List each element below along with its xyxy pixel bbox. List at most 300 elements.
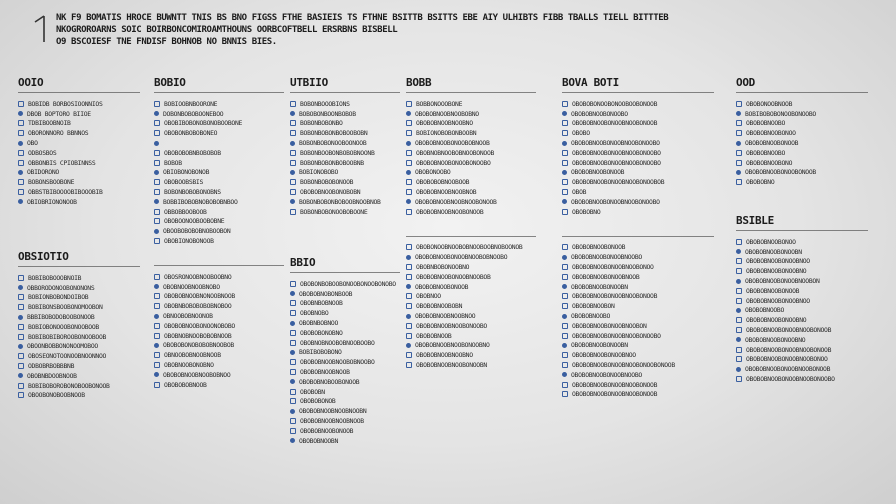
list-item[interactable]: [18, 342, 140, 352]
list-item[interactable]: [290, 187, 400, 197]
list-item-label: BOBIBOBOOOBNOIB: [28, 273, 82, 282]
column-6-section-1: [736, 76, 868, 187]
list-item[interactable]: [562, 119, 714, 129]
list-item[interactable]: [154, 187, 284, 197]
list-item[interactable]: [154, 119, 284, 129]
list-item[interactable]: [736, 335, 868, 345]
list-item[interactable]: [562, 292, 714, 302]
bullet-icon: [562, 303, 568, 309]
list-item-label: OBOBOBNOOBONOOBN: [745, 247, 802, 256]
bullet-icon: [562, 130, 568, 136]
bullet-icon: [406, 130, 412, 136]
bullet-icon: [406, 323, 412, 329]
list-item[interactable]: [406, 197, 536, 207]
list-item[interactable]: [18, 351, 140, 361]
list-item-label: OBOBOBNOOBONOOBNOOBONOOBO: [746, 375, 835, 384]
column-4-section-1: [406, 76, 536, 217]
section-title: [562, 220, 714, 234]
bullet-icon: [290, 300, 296, 306]
list-item[interactable]: [18, 99, 140, 109]
bullet-icon: [290, 111, 295, 116]
bullet-icon: [406, 343, 411, 348]
list-item[interactable]: [736, 374, 868, 384]
bullet-icon: [406, 160, 412, 166]
bullet-icon: [406, 141, 411, 146]
bullet-icon: [406, 189, 412, 195]
list-item[interactable]: [562, 168, 714, 178]
list-item-label: OBNOOBOBNOONOB: [163, 312, 213, 321]
list-item[interactable]: [736, 119, 868, 129]
list-item[interactable]: [290, 357, 400, 367]
list-item[interactable]: [562, 331, 714, 341]
list-item-label: OBOBOBNOOBONOOBNOOBONOOBOB: [572, 178, 665, 187]
list-item[interactable]: [290, 338, 400, 348]
list-item[interactable]: [736, 247, 868, 257]
list-item[interactable]: [290, 128, 400, 138]
bullet-icon: [562, 391, 568, 397]
list-item[interactable]: [406, 99, 536, 109]
list-item[interactable]: [154, 292, 284, 302]
list-item-label: OBOBOBNOOBONOOBNOOBONOOBO: [571, 139, 660, 148]
list-item[interactable]: [18, 177, 140, 187]
list-item[interactable]: [406, 341, 536, 351]
list-item[interactable]: [562, 252, 714, 262]
list-item[interactable]: [406, 350, 536, 360]
list-item[interactable]: [18, 371, 140, 381]
section-title: OBSIOTIO: [18, 250, 69, 263]
list-item-label: OBOBOBNOOB: [416, 331, 452, 340]
list-item[interactable]: [562, 380, 714, 390]
bullet-icon: [736, 367, 741, 372]
list-item[interactable]: [18, 119, 140, 129]
bullet-icon: [562, 352, 568, 358]
list-item[interactable]: [736, 158, 868, 168]
list-item[interactable]: [18, 158, 140, 168]
list-item[interactable]: [562, 301, 714, 311]
bullet-icon: [736, 258, 742, 264]
section-divider: [562, 236, 714, 237]
bullet-icon: [290, 398, 296, 404]
list-item-label: OBOBOBNOOBONOOB: [572, 243, 626, 252]
list-item[interactable]: [18, 381, 140, 391]
bullet-icon: [18, 189, 24, 195]
bullet-icon: [18, 285, 23, 290]
list-item-label: OBOBNOBNOOBOBOBNOOB: [164, 331, 232, 340]
list-item[interactable]: [562, 187, 714, 197]
list-item[interactable]: [736, 306, 868, 316]
list-item-label: OBOBOBNOOBONOOBNOOB: [572, 272, 640, 281]
list-item[interactable]: [290, 119, 400, 129]
column-3-section-2: [290, 256, 400, 446]
list-item[interactable]: [290, 377, 400, 387]
bullet-icon: [154, 189, 160, 195]
list-item[interactable]: [406, 119, 536, 129]
list-item[interactable]: [290, 148, 400, 158]
list-item[interactable]: [562, 341, 714, 351]
bullet-icon: [18, 383, 24, 389]
list-item-label: BOBONSBOOBONE: [28, 178, 75, 187]
bullet-icon: [18, 315, 23, 320]
list-item[interactable]: [290, 158, 400, 168]
bullet-icon: [154, 382, 160, 388]
list-item[interactable]: [18, 302, 140, 312]
list-item-label: OBOOBONOBOOBNOOB: [28, 391, 85, 400]
bullet-icon: [406, 101, 412, 107]
list-item[interactable]: [290, 308, 400, 318]
list-item-label: OBOBOBNOOBONOOBNOOBON: [572, 321, 647, 330]
list-item[interactable]: [406, 187, 536, 197]
list-item-label: OBOBONBOBOBONEO: [164, 129, 218, 138]
list-item-label: BOBONBOBONOOBOBOONE: [300, 207, 368, 216]
list-item-label: OBOBOBNOOBONOOBNOOBONOOBONOOB: [572, 361, 675, 370]
list-item-label: BOBIBOBIBOROOBONOOBOOB: [28, 332, 107, 341]
list-item[interactable]: [736, 99, 868, 109]
list-item[interactable]: [290, 138, 400, 148]
list-item[interactable]: [290, 99, 400, 109]
section-title: OOIO: [18, 76, 44, 89]
list-item[interactable]: [736, 276, 868, 286]
list-item-label: OBOBOBNOOBONOOB: [746, 286, 800, 295]
bullet-icon: [290, 209, 296, 215]
list-item[interactable]: [562, 207, 714, 217]
list-item[interactable]: [562, 321, 714, 331]
bullet-icon: [406, 362, 412, 368]
list-item-label: OBOBNBDOOBNOOB: [27, 371, 77, 380]
list-item[interactable]: [736, 286, 868, 296]
list-item[interactable]: [154, 207, 284, 217]
list-item[interactable]: [562, 370, 714, 380]
bullet-icon: [290, 101, 296, 107]
list-item-label: OBOBOBNOOBONOONOBOBO: [164, 321, 235, 330]
list-item[interactable]: [406, 311, 536, 321]
list-item-label: OBOBOBNOOBONOOBNOOBONOOB: [745, 365, 831, 374]
list-item[interactable]: [736, 364, 868, 374]
list-item[interactable]: [290, 416, 400, 426]
list-item-label: OBOBOBNOOBONO: [746, 158, 793, 167]
bullet-icon: [154, 101, 160, 107]
list-item[interactable]: [406, 109, 536, 119]
list-item-label: BOBOB: [164, 158, 182, 167]
list-item[interactable]: [406, 128, 536, 138]
list-item[interactable]: [18, 187, 140, 197]
list-item[interactable]: [290, 426, 400, 436]
list-item[interactable]: [736, 109, 868, 119]
bullet-icon: [290, 150, 296, 156]
bullet-icon: [736, 101, 742, 107]
list-item[interactable]: [18, 138, 140, 148]
list-item[interactable]: [736, 266, 868, 276]
list-item[interactable]: [406, 301, 536, 311]
list-item[interactable]: [290, 299, 400, 309]
list-item[interactable]: [406, 331, 536, 341]
bullet-icon: [562, 160, 568, 166]
back-arrow-icon[interactable]: [32, 14, 46, 44]
bullet-icon: [154, 352, 160, 358]
section-divider: [154, 265, 284, 266]
list-item-label: OBOBNOOBONOBNO: [164, 361, 214, 370]
list-item[interactable]: [406, 138, 536, 148]
list-item[interactable]: [154, 341, 284, 351]
list-item[interactable]: [736, 315, 868, 325]
list-item[interactable]: [154, 217, 284, 227]
list-item[interactable]: [18, 322, 140, 332]
list-item-label: OBOBOBNOOBN: [299, 436, 339, 445]
list-item[interactable]: [290, 397, 400, 407]
list-item[interactable]: [562, 311, 714, 321]
list-item[interactable]: [562, 350, 714, 360]
bullet-icon: [290, 369, 296, 375]
list-item[interactable]: [736, 177, 868, 187]
list-item[interactable]: [290, 436, 400, 446]
list-item-label: OBOBOBONOB: [300, 397, 336, 406]
bullet-icon: [736, 327, 742, 333]
bullet-icon: [154, 150, 160, 156]
list-item[interactable]: [18, 128, 140, 138]
bullet-icon: [154, 130, 160, 136]
list-item[interactable]: [562, 158, 714, 168]
list-item-label: OBOBOBNOOBONOOBNOOBONOOB: [746, 326, 832, 335]
bullet-icon: [154, 362, 160, 368]
bullet-icon: [562, 274, 568, 280]
list-item[interactable]: [18, 197, 140, 207]
list-item[interactable]: [154, 168, 284, 178]
list-item-label: OBOSRONOOBNOOBOOBNO: [164, 272, 232, 281]
bullet-icon: [290, 189, 296, 195]
list-item[interactable]: [736, 296, 868, 306]
list-item-label: OBOBOBNOOBNOOBONOOB: [416, 207, 484, 216]
list-item[interactable]: [562, 177, 714, 187]
list-item[interactable]: [154, 99, 284, 109]
list-item-label: BOBBONOOOBONE: [416, 99, 463, 108]
list-item[interactable]: [154, 282, 284, 292]
header-line-3: O9 BSCOIESF TNE FNDISF BOHNOB NO BNNIS BIES.: [56, 37, 277, 47]
bullet-icon: [18, 334, 24, 340]
list-item[interactable]: [736, 148, 868, 158]
list-item[interactable]: [154, 301, 284, 311]
list-item-label: OBOBOBNOOBONOOBN: [571, 282, 628, 291]
list-item-label: OBBONBIS CPIOBINNSS: [28, 158, 96, 167]
list-item-label: BOBONBOBONBOBOOBNB: [300, 158, 364, 167]
list-item-label: OBOBNOBO: [300, 309, 329, 318]
list-item[interactable]: [562, 148, 714, 158]
list-item-label: BOBIBONSBOOBONOMOOBON: [28, 303, 103, 312]
section-title: BOBB: [406, 76, 432, 89]
list-item[interactable]: [154, 380, 284, 390]
list-item[interactable]: [406, 252, 536, 262]
bullet-icon: [154, 179, 160, 185]
column-2-section-1: [154, 76, 284, 246]
section-divider: [18, 92, 140, 93]
list-item[interactable]: [18, 361, 140, 371]
list-item[interactable]: [154, 331, 284, 341]
bullet-icon: [736, 288, 742, 294]
list-item-label: OBOBOBNO: [746, 178, 775, 187]
list-item[interactable]: [736, 355, 868, 365]
bullet-icon: [736, 111, 741, 116]
list-item-label: TDBIBOOBNOIB: [28, 119, 71, 128]
bullet-icon: [562, 244, 568, 250]
list-item[interactable]: [562, 99, 714, 109]
list-item[interactable]: [406, 177, 536, 187]
list-item[interactable]: [562, 262, 714, 272]
list-item[interactable]: [562, 360, 714, 370]
list-item[interactable]: [562, 282, 714, 292]
list-item[interactable]: [290, 348, 400, 358]
bullet-icon: [154, 314, 159, 319]
section-title: BBIO: [290, 256, 316, 269]
bullet-icon: [154, 141, 159, 146]
column-2-section-2: [154, 249, 284, 390]
list-item[interactable]: [18, 148, 140, 158]
column-6-section-2: [736, 214, 868, 384]
list-item[interactable]: [736, 345, 868, 355]
list-item[interactable]: [406, 262, 536, 272]
bullet-icon: [18, 275, 24, 281]
bullet-icon: [406, 111, 411, 116]
list-item-label: OBIOBONOBONOB: [163, 168, 210, 177]
list-item[interactable]: [290, 289, 400, 299]
list-item[interactable]: [154, 148, 284, 158]
bullet-icon: [406, 150, 412, 156]
list-item[interactable]: [736, 128, 868, 138]
bullet-icon: [562, 372, 567, 377]
list-item[interactable]: [562, 128, 714, 138]
list-item[interactable]: [736, 168, 868, 178]
bullet-icon: [290, 160, 296, 166]
list-item[interactable]: [290, 279, 400, 289]
list-item[interactable]: [154, 109, 284, 119]
list-item[interactable]: [154, 177, 284, 187]
list-item[interactable]: [406, 168, 536, 178]
list-item[interactable]: [154, 272, 284, 282]
list-item[interactable]: [562, 197, 714, 207]
list-item[interactable]: [154, 321, 284, 331]
list-item[interactable]: [154, 370, 284, 380]
list-item[interactable]: [562, 390, 714, 400]
bullet-icon: [562, 170, 567, 175]
section-divider: [290, 92, 400, 93]
list-item[interactable]: [736, 325, 868, 335]
list-item-label: OBOBOBNOOBO: [571, 312, 611, 321]
list-item-label: OBOOBOBOBOBNOBOOBON: [163, 227, 231, 236]
bullet-icon: [290, 350, 295, 355]
list-item[interactable]: [290, 318, 400, 328]
list-item[interactable]: [18, 332, 140, 342]
bullet-icon: [18, 363, 24, 369]
list-item[interactable]: [290, 367, 400, 377]
list-item[interactable]: [154, 197, 284, 207]
list-item[interactable]: [406, 243, 536, 253]
list-item-label: OBOBOBNOOBONOOBNOOBONOO: [572, 263, 654, 272]
list-item[interactable]: [290, 177, 400, 187]
list-item[interactable]: [406, 207, 536, 217]
list-item[interactable]: [562, 138, 714, 148]
list-item[interactable]: [154, 350, 284, 360]
list-item[interactable]: [154, 158, 284, 168]
list-item[interactable]: [154, 311, 284, 321]
list-item[interactable]: [406, 158, 536, 168]
list-item[interactable]: [406, 272, 536, 282]
list-item[interactable]: [290, 328, 400, 338]
list-item-label: OBBOBBOOBOOB: [164, 207, 207, 216]
list-item-label: OBOBNBOBNOOB: [300, 299, 343, 308]
bullet-icon: [406, 314, 411, 319]
list-item-label: OBIDORONO: [27, 168, 59, 177]
list-item-label: OBOBOBNOOBONOOBNOOBONOO: [746, 355, 828, 364]
list-item-label: BOBONBOBONBOBOOBOBN: [300, 129, 368, 138]
list-item[interactable]: [290, 197, 400, 207]
list-item-label: OBOBOBOBNOOBOOB: [416, 178, 470, 187]
list-item[interactable]: [154, 226, 284, 236]
list-item-label: OBOBOBNOOBONOOBNOO: [746, 257, 810, 266]
bullet-icon: [736, 337, 741, 342]
bullet-icon: [18, 392, 24, 398]
list-item-label: OBOBONOOBO: [415, 168, 451, 177]
header-line-2: NKOGROROARNS SOIC BOIRBONCOMIROAMTHOUNS OORBCOFTBELL ERSRBNS BISBELL: [56, 25, 398, 35]
bullet-icon: [562, 343, 567, 348]
list-item[interactable]: [18, 391, 140, 401]
list-item[interactable]: [18, 109, 140, 119]
list-item-label: OBOONBOBBONONOOMOBOO: [27, 342, 98, 351]
list-item[interactable]: [18, 283, 140, 293]
list-item-label: OBOBOBNOOBNOOBOBNOOBO: [300, 358, 375, 367]
bullet-icon: [736, 150, 742, 156]
list-item-label: OBOBNBOBOBOBOBNOBOO: [164, 302, 232, 311]
list-item-label: DBOB BOPTORO BIIOE: [27, 109, 91, 118]
bullet-icon: [290, 359, 296, 365]
list-item[interactable]: [406, 321, 536, 331]
list-item[interactable]: [290, 109, 400, 119]
list-item[interactable]: [406, 148, 536, 158]
list-item[interactable]: [406, 282, 536, 292]
list-item[interactable]: [154, 138, 284, 148]
list-item[interactable]: [290, 168, 400, 178]
bullet-icon: [406, 179, 412, 185]
list-item[interactable]: [736, 237, 868, 247]
list-item[interactable]: [154, 128, 284, 138]
bullet-icon: [562, 284, 567, 289]
list-item[interactable]: [562, 109, 714, 119]
list-item[interactable]: [290, 207, 400, 217]
list-item-label: OBOBOBNOOBO: [746, 119, 786, 128]
list-item[interactable]: [154, 236, 284, 246]
list-item[interactable]: [562, 243, 714, 253]
list-item-label: OBOBIONOBONOOB: [164, 237, 214, 246]
list-item[interactable]: [290, 406, 400, 416]
list-item[interactable]: [406, 360, 536, 370]
bullet-icon: [154, 238, 160, 244]
list-item-label: OBOBOBNOOBONOOBN: [571, 341, 628, 350]
bullet-icon: [562, 255, 567, 260]
list-item-label: OBOBOBNOOBONOOBONOOBO: [416, 158, 491, 167]
list-item[interactable]: [18, 293, 140, 303]
list-item[interactable]: [290, 387, 400, 397]
bullet-icon: [406, 333, 412, 339]
list-item-label: OBOBNOBNOOBOBNOOBOOBO: [300, 338, 375, 347]
list-item[interactable]: [18, 273, 140, 283]
list-item-label: OBOBOBNOOBONOOBNOOBONOOBO: [572, 148, 661, 157]
list-item-label: OBOBOBNOOBNOOBNOOBN: [299, 407, 367, 416]
list-item[interactable]: [736, 138, 868, 148]
list-item[interactable]: [562, 272, 714, 282]
list-item[interactable]: [406, 292, 536, 302]
list-item[interactable]: [18, 312, 140, 322]
list-item[interactable]: [154, 360, 284, 370]
list-item-label: BOBBIBOBOBNOBOBOBNBOO: [163, 197, 238, 206]
list-item[interactable]: [18, 168, 140, 178]
list-item[interactable]: [736, 257, 868, 267]
list-item-label: OBOB: [572, 188, 587, 197]
